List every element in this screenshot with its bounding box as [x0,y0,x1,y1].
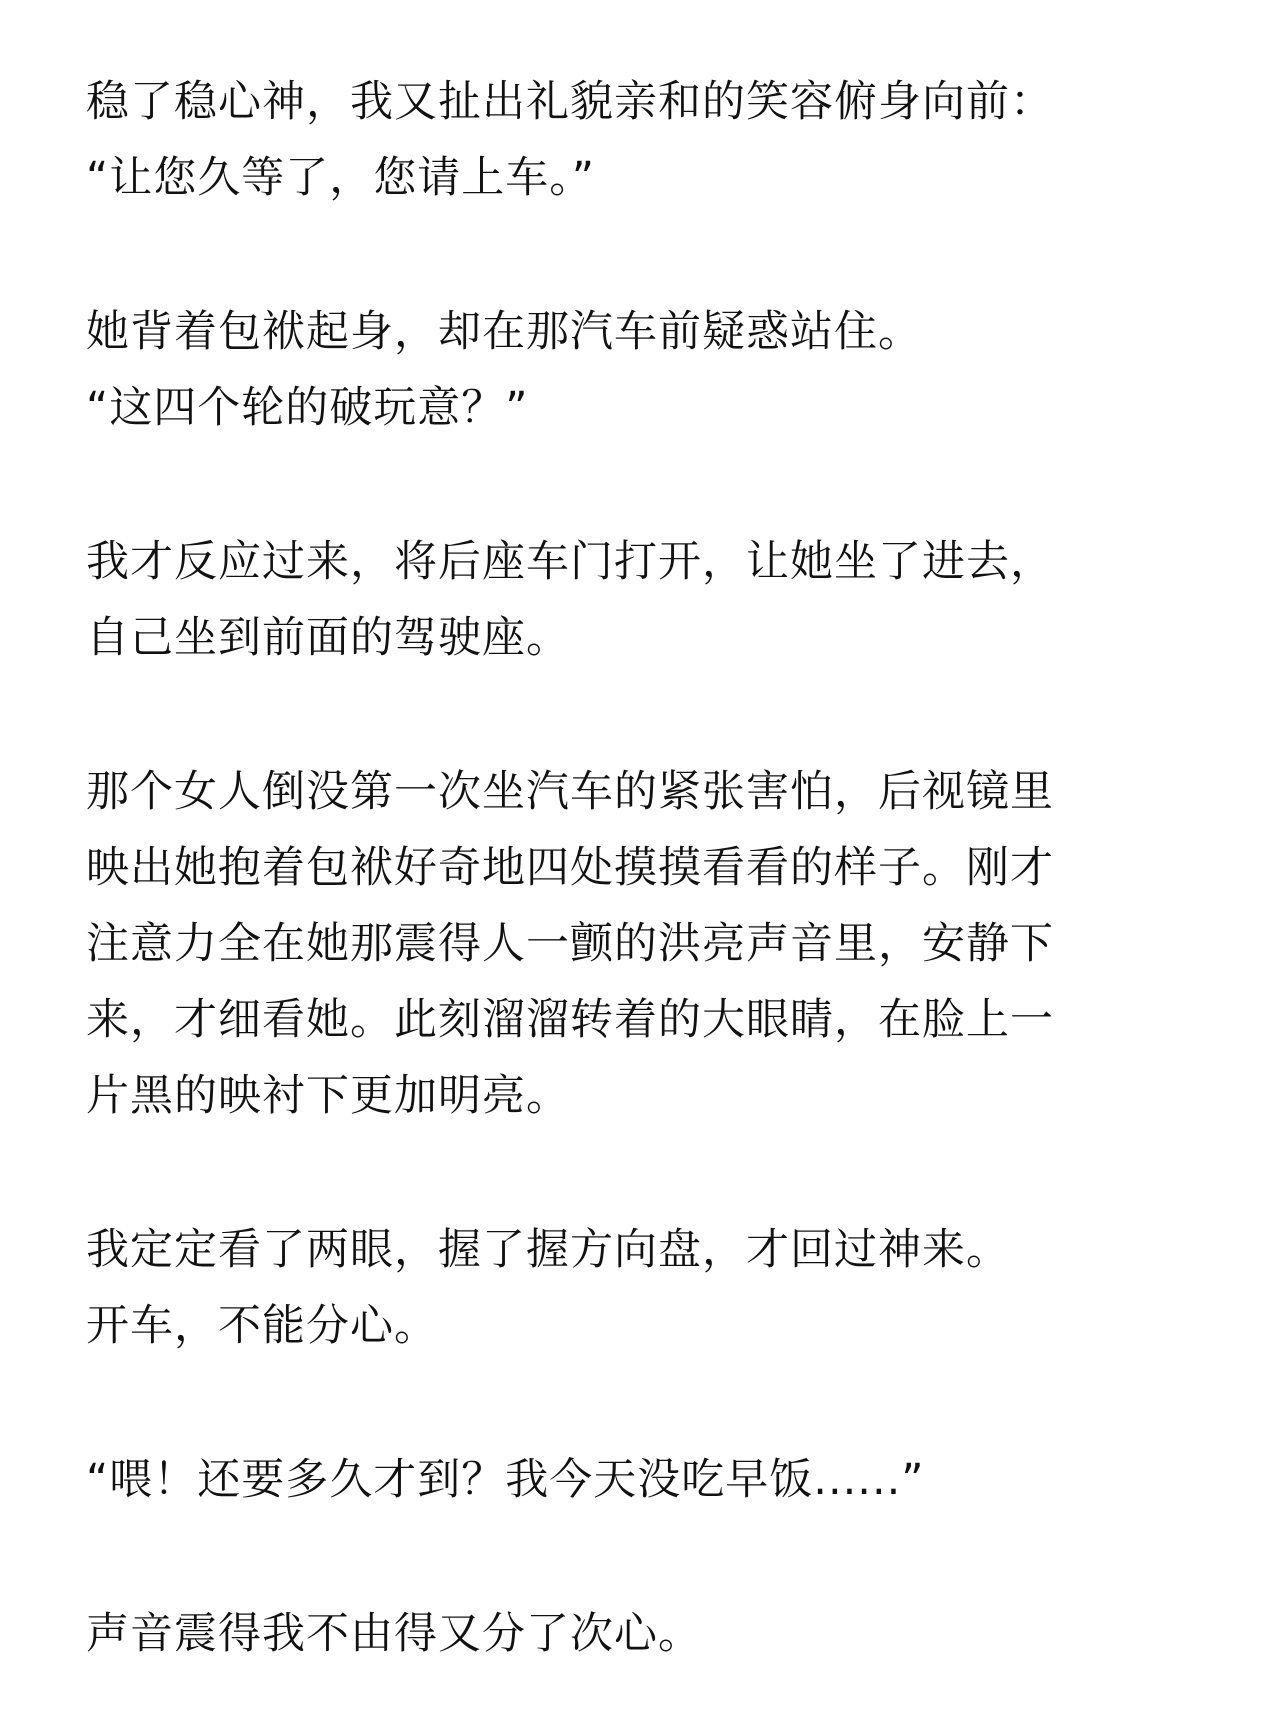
text-line: 开车，不能分心。 [86,1301,438,1351]
paragraph [86,754,1226,1134]
text-line: “喂！还要多久才到？我今天没吃早饭......” [86,1455,925,1505]
paragraph [86,1596,1226,1672]
paragraph [86,524,1226,676]
text-line: 注意力全在她那震得人一颤的洪亮声音里，安静下 [86,919,1054,969]
text-line: 稳了稳心神，我又扯出礼貌亲和的笑容俯身向前： [86,77,1054,127]
paragraph [86,1212,1226,1364]
paragraph [86,64,1226,216]
text-line: 她背着包袱起身，却在那汽车前疑惑站住。 [86,307,922,357]
text-line: 来，才细看她。此刻溜溜转着的大眼睛，在脸上一 [86,995,1054,1045]
text-line: “让您久等了，您请上车。” [86,153,596,203]
text-line: 映出她抱着包袱好奇地四处摸摸看看的样子。刚才 [86,843,1054,893]
text-line: 我定定看了两眼，握了握方向盘，才回过神来。 [86,1225,1010,1275]
paragraph [86,294,1226,446]
text-line: 片黑的映衬下更加明亮。 [86,1071,570,1121]
text-line: 那个女人倒没第一次坐汽车的紧张害怕，后视镜里 [86,767,1054,817]
text-line: 我才反应过来，将后座车门打开，让她坐了进去， [86,537,1054,587]
paragraph [86,1442,1226,1518]
text-line: 自己坐到前面的驾驶座。 [86,613,570,663]
text-line: “这四个轮的破玩意？” [86,383,529,433]
text-line: 声音震得我不由得又分了次心。 [86,1609,702,1659]
